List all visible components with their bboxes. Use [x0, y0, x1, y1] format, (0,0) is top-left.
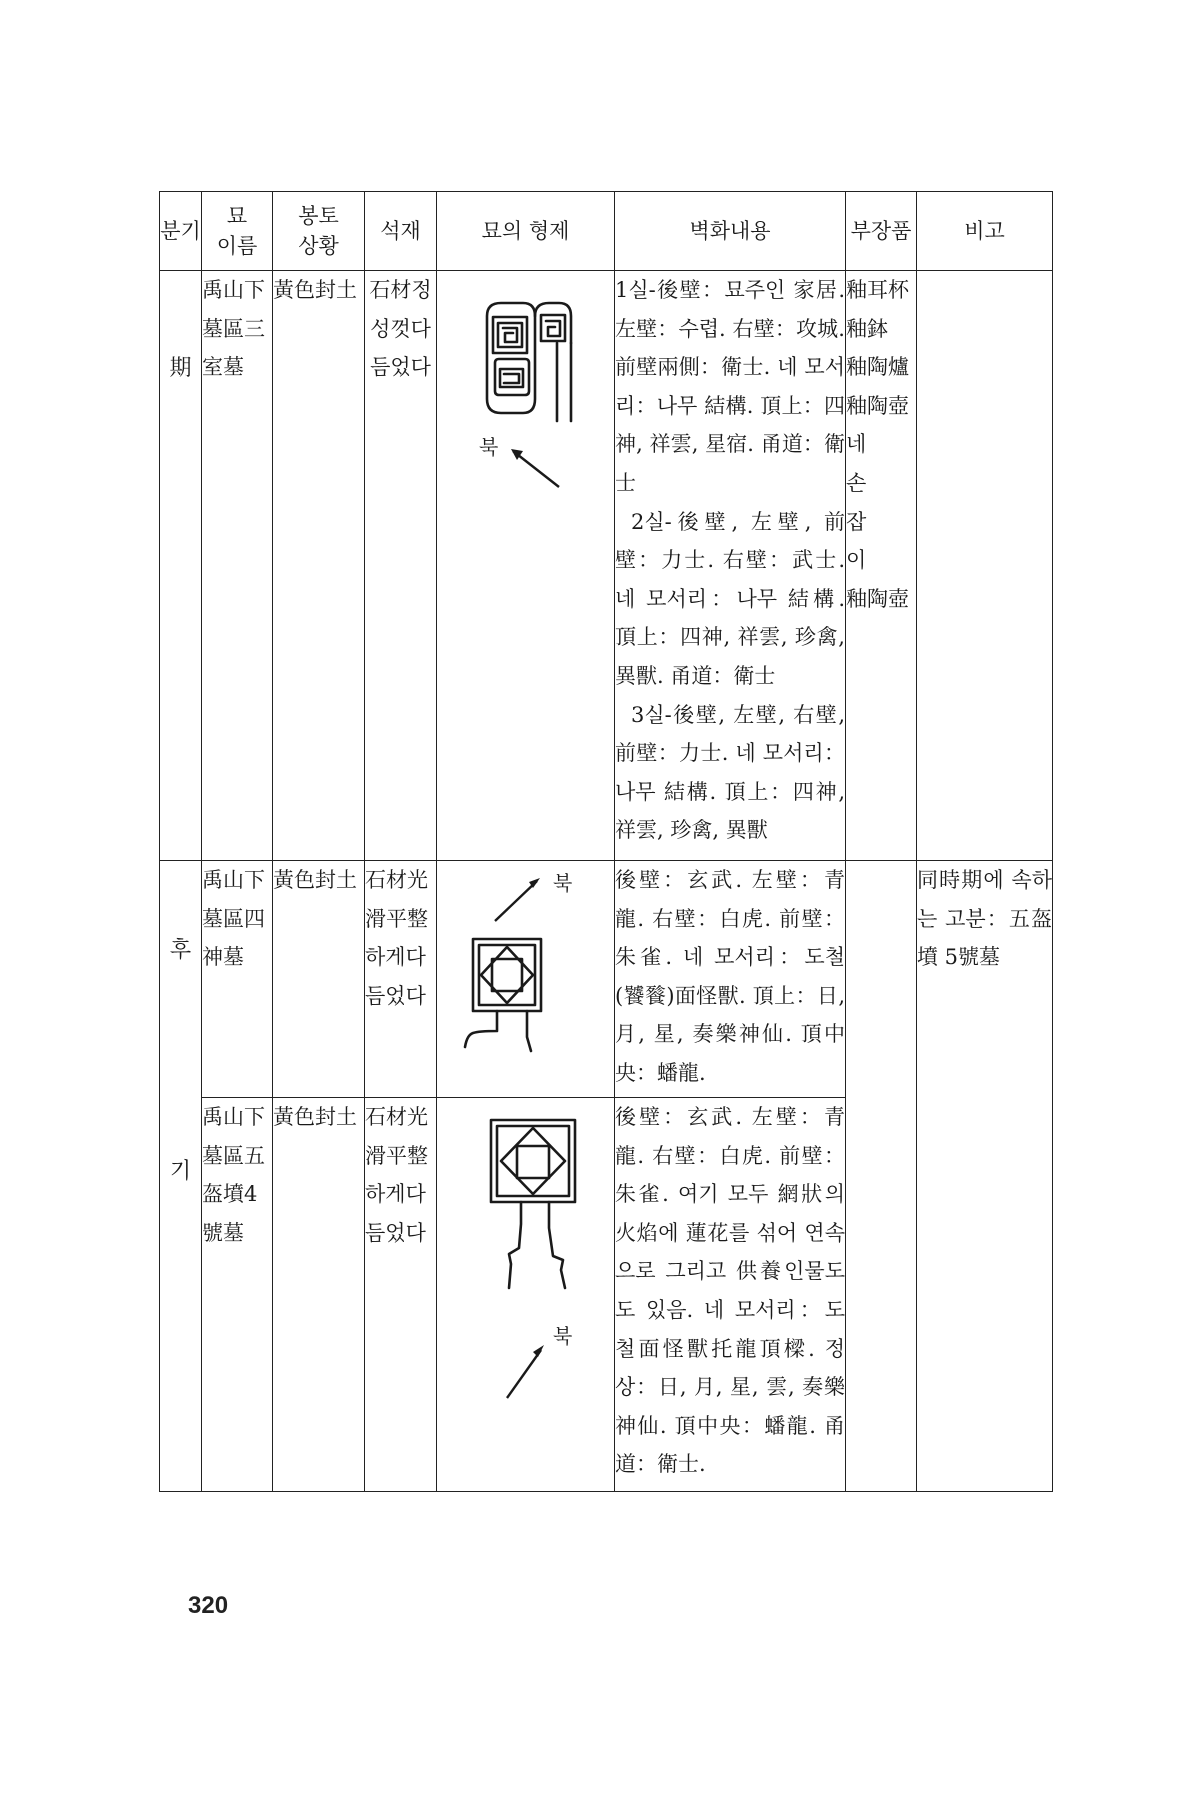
north-arrow-icon [507, 1350, 541, 1398]
header-stone: 석재 [365, 192, 437, 271]
tomb-name-cell: 禹山下墓區三室墓 [202, 271, 273, 861]
header-form: 묘의 형제 [437, 192, 615, 271]
period-label-second: 후 [169, 938, 192, 963]
mound-cell: 黃色封土 [273, 1098, 365, 1492]
mural-cell: 後壁：玄武. 左壁：青龍. 右壁：白虎. 前壁：朱雀. 여기 모두 網狀의 火焰에 蓮花를 섞어 연속으로 그리고 供養인물도도 있음. 네 모서리：도철面怪獸托龍頂樑. 정상：日, 月, 星, 雲, 奏樂神仙. 頂中央：蟠龍. 甬道：衛士. [615, 1098, 846, 1492]
goods-item: 釉鉢 [846, 316, 888, 341]
goods-item: 釉耳杯 [846, 278, 909, 302]
tomb-table [159, 191, 1053, 1492]
tomb-name-cell: 禹山下墓區四神墓 [202, 861, 273, 1098]
header-mound: 봉토 상황 [273, 192, 365, 271]
mural-room-1: 1실-後壁：묘주인 家居. 左壁：수렵. 右壁：攻城. 前壁兩側：衛士. 네 모서리：나무 結構. 頂上：四神, 祥雲, 星宿. 甬道：衛士 [615, 278, 845, 495]
header-mural: 벽화내용 [615, 192, 846, 271]
drawing-cell [437, 271, 615, 861]
tomb-name-cell: 禹山下墓區五盔墳4號墓 [202, 1098, 273, 1492]
mound-cell: 黃色封土 [273, 861, 365, 1098]
goods-cell [846, 861, 917, 1492]
header-note: 비고 [917, 192, 1053, 271]
goods-item: 釉陶壺 [846, 586, 909, 611]
north-label: 북 [553, 1324, 573, 1348]
goods-item: 釉陶爐 [846, 355, 909, 380]
period-label-first: 期 [169, 356, 192, 381]
tomb-plan-drawing-three-room [437, 271, 615, 501]
mural-cell [615, 271, 846, 861]
header-goods: 부장품 [846, 192, 917, 271]
stone-cell: 石材정성껏다듬었다 [365, 271, 437, 861]
drawing-cell [437, 1098, 615, 1492]
header-row [160, 192, 1053, 271]
north-label: 북 [479, 435, 499, 459]
period-cell-second [160, 861, 202, 1492]
page-number: 320 [188, 1592, 229, 1619]
stone-cell: 石材光滑平整하게다듬었다 [365, 861, 437, 1098]
mural-room-3: 3실-後壁, 左壁, 右壁, 前壁：力士. 네 모서리：나무 結構. 頂上：四神, 祥雲, 珍禽, 異獸 [615, 702, 845, 843]
tomb-plan-drawing-square-long [437, 1098, 615, 1491]
mural-room-2: 2실-後壁, 左壁, 前壁：力士. 右壁：武士. 네 모서리：나무 結構. 頂上：四神, 祥雲, 珍禽, 異獸. 甬道：衛士 [615, 509, 845, 688]
goods-cell [846, 271, 917, 861]
mound-cell: 黃色封土 [273, 271, 365, 861]
north-label: 북 [553, 871, 573, 895]
north-arrow-icon [495, 881, 537, 921]
tomb-plan-drawing-square [437, 861, 615, 1097]
goods-item: 釉陶壺 [846, 393, 909, 418]
goods-item: 네 손잡이 [846, 432, 885, 573]
header-tomb-name: 묘 이름 [202, 192, 273, 271]
note-cell: 同時期에 속하는 고분：五盔墳 5號墓 [917, 861, 1053, 1492]
header-period: 분기 [160, 192, 202, 271]
table-row [160, 861, 1053, 1098]
note-cell [917, 271, 1053, 861]
mural-cell: 後壁：玄武. 左壁：青龍. 右壁：白虎. 前壁：朱雀. 네 모서리：도철(饕餮)面怪獸. 頂上：日, 月, 星, 奏樂神仙. 頂中央：蟠龍. [615, 861, 846, 1098]
drawing-cell [437, 861, 615, 1098]
table-row [160, 271, 1053, 861]
north-arrow-icon [513, 451, 559, 487]
period-cell-first [160, 271, 202, 861]
stone-cell: 石材光滑平整하게다듬었다 [365, 1098, 437, 1492]
period-label-third: 기 [169, 1159, 192, 1184]
